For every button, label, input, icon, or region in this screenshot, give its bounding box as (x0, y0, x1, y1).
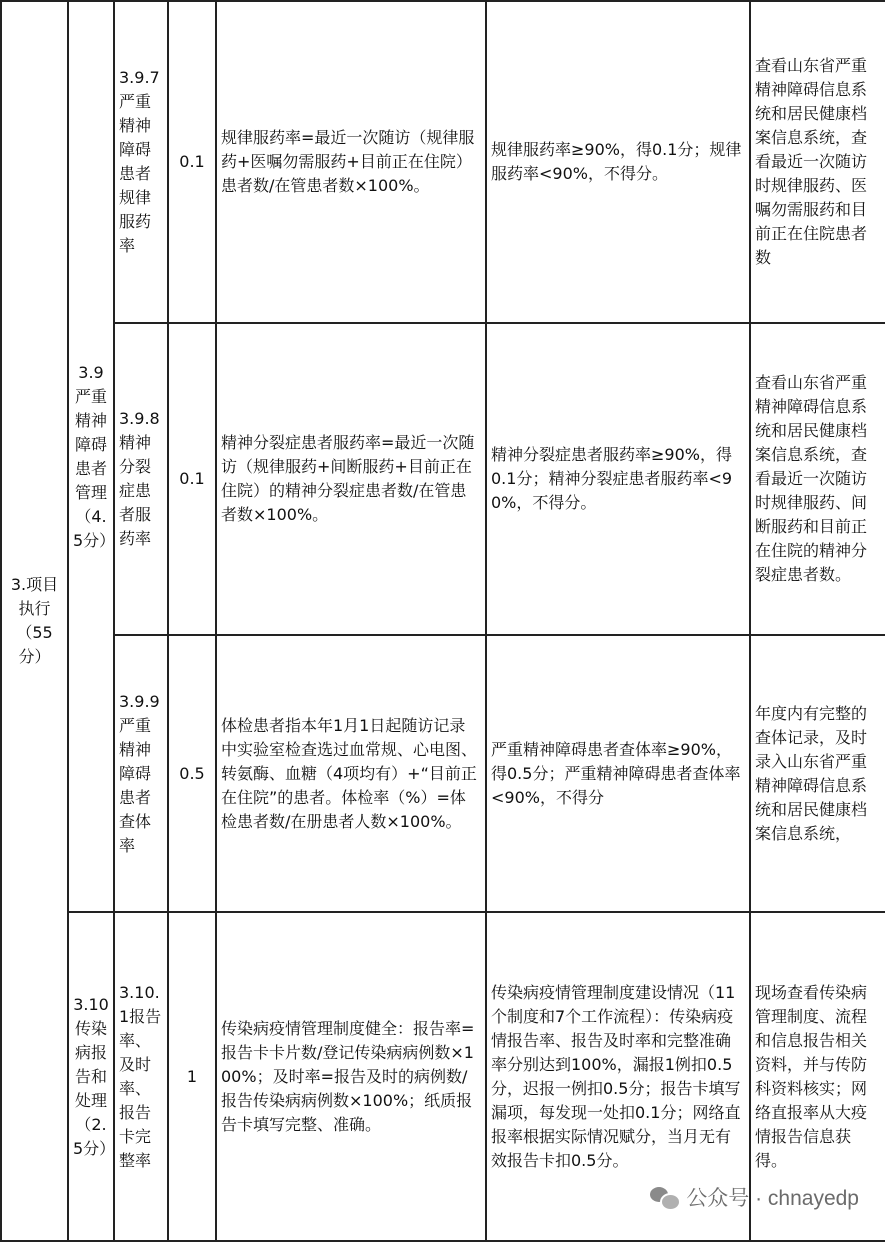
watermark-text: 公众号 · chnayedp (686, 1187, 859, 1210)
watermark (650, 1182, 859, 1212)
method-cell: 查看山东省严重精神障碍信息系统和居民健康档案信息系统，查看最近一次随访时规律服药、医嘱勿需服药和目前正在住院患者数 (750, 1, 885, 323)
method-cell: 年度内有完整的查体记录，及时录入山东省严重精神障碍信息系统和居民健康档案信息系统， (750, 635, 885, 912)
criteria-cell: 传染病疫情管理制度建设情况（11个制度和7个工作流程）：传染病疫情报告率、报告及时率和完整准确率分别达到100%，漏报1例扣0.5分，迟报一例扣0.5分；报告卡填写漏项，每发现一处扣0.1分；网络直报率根据实际情况赋分，当月无有效报告卡扣0.5分。 (486, 912, 750, 1241)
method-cell: 查看山东省严重精神障碍信息系统和居民健康档案信息系统，查看最近一次随访时规律服药、间断服药和目前正在住院的精神分裂症患者数。 (750, 323, 885, 635)
criteria-cell: 规律服药率≥90%，得0.1分；规律服药率<90%，不得分。 (486, 1, 750, 323)
group-cell-mental-health: 3.9严重精神障碍患者管理（4.5分） (68, 1, 114, 912)
criteria-cell: 精神分裂症患者服药率≥90%，得0.1分；精神分裂症患者服药率<90%，不得分。 (486, 323, 750, 635)
item-cell: 3.9.7严重精神障碍患者规律服药率 (114, 1, 168, 323)
group-cell-infectious-disease: 3.10传染病报告和处理（2.5分） (68, 912, 114, 1241)
score-cell: 0.5 (168, 635, 216, 912)
item-cell: 3.9.8精神分裂症患者服药率 (114, 323, 168, 635)
criteria-cell: 严重精神障碍患者查体率≥90%，得0.5分；严重精神障碍患者查体率<90%，不得分 (486, 635, 750, 912)
wechat-icon (650, 1185, 678, 1209)
score-cell: 1 (168, 912, 216, 1241)
item-cell: 3.9.9严重精神障碍患者查体率 (114, 635, 168, 912)
score-cell: 0.1 (168, 1, 216, 323)
definition-cell: 体检患者指本年1月1日起随访记录中实验室检查选过血常规、心电图、转氨酶、血糖（4项均有）+“目前正在住院”的患者。体检率（%）=体检患者数/在册患者人数×100%。 (216, 635, 486, 912)
section-cell: 3.项目执行（55分） (1, 1, 68, 1241)
table-row (1, 1, 885, 323)
definition-cell: 传染病疫情管理制度健全：报告率=报告卡卡片数/登记传染病病例数×100%；及时率=报告及时的病例数/报告传染病病例数×100%；纸质报告卡填写完整、准确。 (216, 912, 486, 1241)
item-cell: 3.10.1报告率、及时率、报告卡完整率 (114, 912, 168, 1241)
score-cell: 0.1 (168, 323, 216, 635)
method-cell: 现场查看传染病管理制度、流程和信息报告相关资料，并与传防科资料核实；网络直报率从大疫情报告信息获得。 (750, 912, 885, 1241)
definition-cell: 规律服药率=最近一次随访（规律服药+医嘱勿需服药+目前正在住院）患者数/在管患者数×100%。 (216, 1, 486, 323)
definition-cell: 精神分裂症患者服药率=最近一次随访（规律服药+间断服药+目前正在住院）的精神分裂症患者数/在管患者数×100%。 (216, 323, 486, 635)
table-row (1, 323, 885, 635)
table-row (1, 635, 885, 912)
